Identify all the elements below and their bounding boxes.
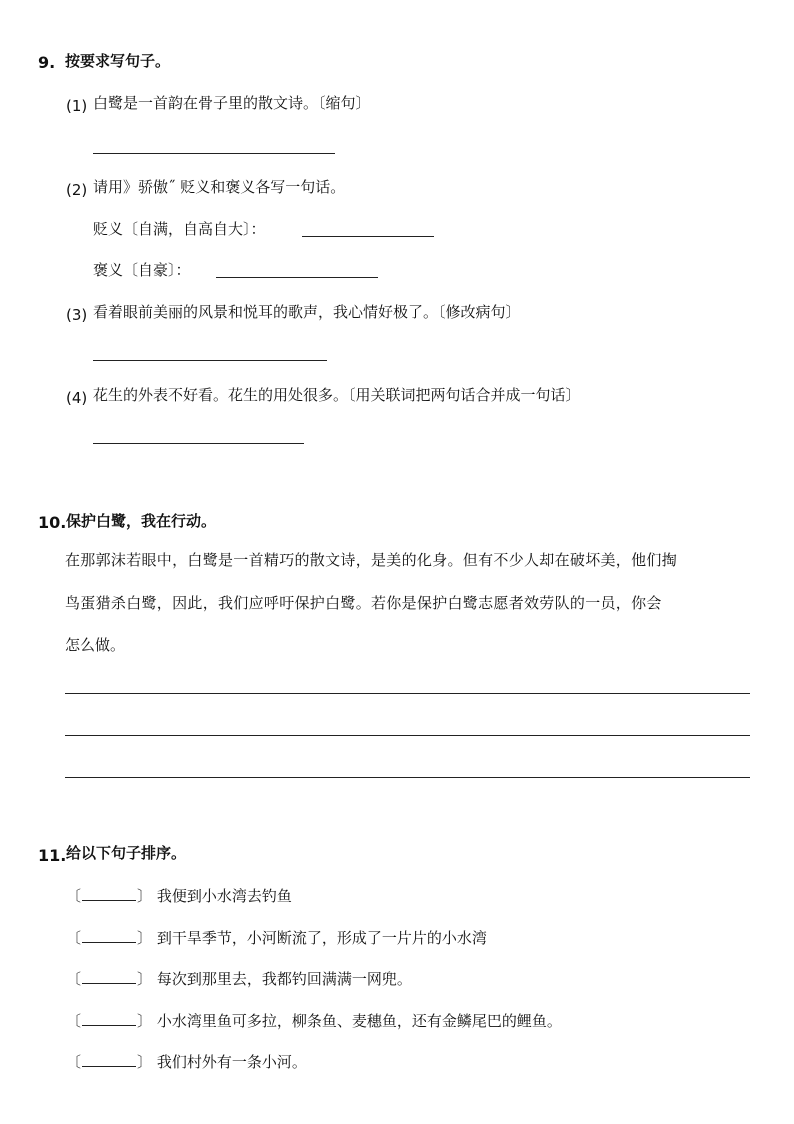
q9-item-3-text: 看着眼前美丽的风景和悦耳的歌声，我心情好极了。〔修改病句〕: [93, 303, 521, 321]
q9-item-3-answer-line[interactable]: [93, 360, 327, 361]
close-bracket: 〕: [137, 929, 153, 947]
open-bracket: 〔: [66, 887, 82, 905]
close-bracket: 〕: [137, 1012, 153, 1030]
sentence-text: 我们村外有一条小河。: [156, 1053, 307, 1071]
q9-item-4-number: (4): [66, 389, 88, 407]
q10-answer-line-1[interactable]: [65, 693, 750, 694]
q9-item-2-commendatory-answer-line[interactable]: [216, 277, 378, 278]
question-11-number: 11.: [38, 846, 67, 865]
q11-item-3: [66, 967, 412, 989]
sentence-text: 到干旱季节，小河断流了，形成了一片片的小水湾: [156, 929, 487, 947]
question-9-number: 9.: [38, 53, 56, 72]
open-bracket: 〔: [66, 1012, 82, 1030]
q9-item-4-answer-line[interactable]: [93, 443, 304, 444]
q10-paragraph-line-1: 在那郭沫若眼中，白鹭是一首精巧的散文诗，是美的化身。但有不少人却在破坏美，他们掏: [65, 551, 678, 569]
close-bracket: 〕: [137, 1053, 153, 1071]
order-blank[interactable]: [82, 884, 136, 901]
order-blank[interactable]: [82, 1050, 136, 1067]
q9-item-2-text: 请用》骄傲˝ 贬义和褒义各写一句话。: [93, 178, 346, 196]
sentence-text: 小水湾里鱼可多拉，柳条鱼、麦穗鱼，还有金鳞尾巴的鲤鱼。: [156, 1012, 562, 1030]
order-blank[interactable]: [82, 926, 136, 943]
q11-item-1: [66, 884, 292, 906]
question-10-number: 10.: [38, 513, 67, 532]
q9-item-1-number: (1): [66, 97, 88, 115]
q11-item-2: [66, 926, 487, 948]
close-bracket: 〕: [137, 887, 153, 905]
q9-item-2-derogatory-label: 贬义〔自满，自高自大〕：: [93, 220, 266, 238]
q9-item-4-text: 花生的外表不好看。花生的用处很多。〔用关联词把两句话合并成一句话〕: [93, 386, 581, 404]
q9-item-2-commendatory-label: 褒义〔自豪〕：: [93, 261, 191, 279]
q9-item-2-derogatory-answer-line[interactable]: [302, 236, 434, 237]
open-bracket: 〔: [66, 929, 82, 947]
open-bracket: 〔: [66, 970, 82, 988]
question-10-title: 保护白鹭，我在行动。: [66, 512, 217, 530]
q10-paragraph-line-3: 怎么做。: [65, 636, 126, 654]
question-11-title: 给以下句子排序。: [66, 844, 187, 862]
q10-answer-line-2[interactable]: [65, 735, 750, 736]
q10-answer-line-3[interactable]: [65, 777, 750, 778]
question-9-title: 按要求写句子。: [65, 52, 171, 70]
q9-item-1-text: 白鹭是一首韵在骨子里的散文诗。〔缩句〕: [93, 94, 371, 112]
close-bracket: 〕: [137, 970, 153, 988]
q9-item-2-number: (2): [66, 181, 88, 199]
q11-item-4: [66, 1009, 562, 1031]
q11-item-5: [66, 1050, 307, 1072]
sentence-text: 我便到小水湾去钓鱼: [156, 887, 292, 905]
q10-paragraph-line-2: 鸟蛋猎杀白鹭，因此，我们应呼吁保护白鹭。若你是保护白鹭志愿者效劳队的一员，你会: [65, 594, 662, 612]
order-blank[interactable]: [82, 1009, 136, 1026]
open-bracket: 〔: [66, 1053, 82, 1071]
sentence-text: 每次到那里去，我都钓回满满一网兜。: [156, 970, 412, 988]
q9-item-1-answer-line[interactable]: [93, 153, 335, 154]
order-blank[interactable]: [82, 967, 136, 984]
q9-item-3-number: (3): [66, 306, 88, 324]
